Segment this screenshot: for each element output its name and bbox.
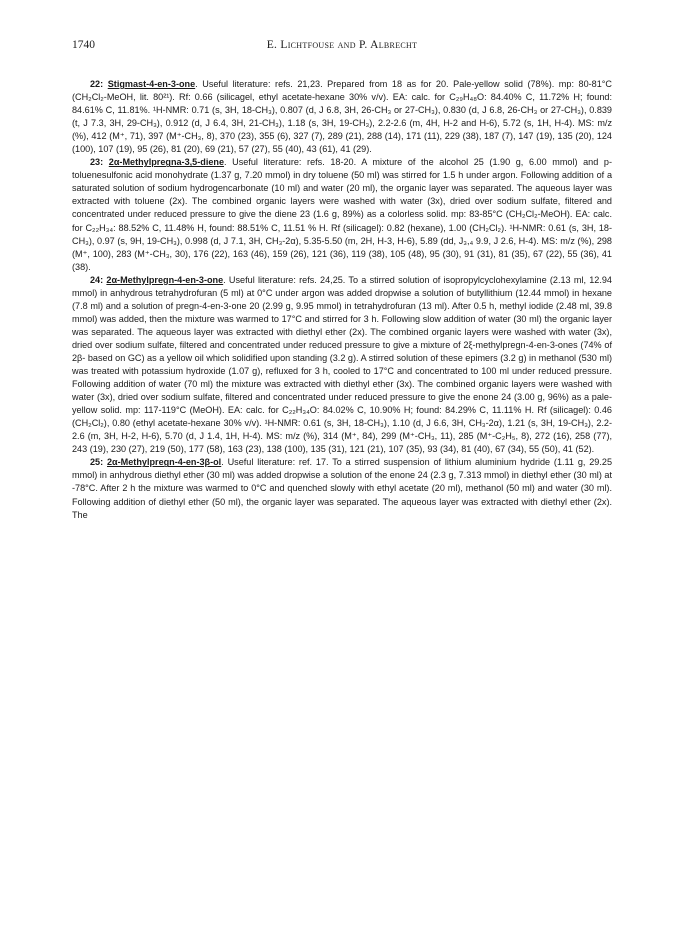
compound-entry-24 <box>72 274 612 457</box>
page-header <box>72 39 612 55</box>
entry-text: . Useful literature: ref. 17. To a stirred suspension of lithium aluminium hydride (1.11 g, 29.25 mmol) in anhydrous diethyl ether (30 ml) was added dropwise a solution of the enone 24 (2.3 g, 7.313 mmol) in diethyl ether (30 ml) at -78°C. After 2 h the mixture was warmed to 0°C and quenched slowly with ethyl acetate (20 ml), methanol (50 ml) and water (30 ml). Following addition of diethyl ether (50 ml), the organic layer was separated. The aqueous layer was extracted with diethyl ether (2x). The <box>72 457 612 520</box>
compound-name: Stigmast-4-en-3-one <box>107 79 196 89</box>
compound-number: 24: <box>90 274 104 285</box>
entry-text: . Useful literature: refs. 21,23. Prepared from 18 as for 20. Pale-yellow solid (78%). mp: 80-81°C (CH₂Cl₂-MeOH, lit. 80²¹). Rf: 0.66 (silicagel, ethyl acetate-hexane 30% v/v). EA: calc. for C₂₉H₄₈O: 84.40% C, 11.72% H; found: 84.61% C, 11.81%. ¹H-NMR: 0.71 (s, 3H, 18-CH₃), 0.807 (d, J 6.8, 3H, 26-CH₃ or 27-CH₃), 0.830 (d, J 6.8, 26-CH₃ or 27-CH₃), 0.839 (t, J 7.3, 3H, 29-CH₃), 0.912 (d, J 6.4, 3H, 21-CH₃), 1.18 (s, 3H, 19-CH₃), 2.2-2.6 (m, 4H, H-2 and H-6), 5.72 (s, 1H, H-4). MS: m/z (%), 412 (M⁺, 71), 397 (M⁺-CH₃, 8), 370 (23), 355 (6), 327 (7), 289 (21), 288 (14), 171 (11), 229 (38), 187 (7), 147 (19), 135 (20), 124 (100), 107 (19), 95 (26), 81 (20), 69 (21), 57 (27), 55 (40), 43 (61), 41 (29). <box>72 79 612 155</box>
compound-name: 2α-Methylpregna-3,5-diene <box>108 157 225 168</box>
compound-entry-25 <box>72 456 612 521</box>
compound-entry-22 <box>72 78 612 156</box>
compound-entry-23 <box>72 156 612 273</box>
entry-text: . Useful literature: refs. 24,25. To a stirred solution of isopropylcyclohexylamine (2.13 ml, 12.94 mmol) in anhydrous tetrahydrofuran (5 ml) at 0°C under argon was added dropwise a solution of butyllithium (12.44 mmol) in hexane (7.8 ml) and a solution of pregn-4-en-3-one 20 (2.99 g, 9.95 mmol) in tetrahydrofuran (13 ml). After 0.5 h, methyl iodide (2.48 ml, 39.8 mmol) was added, then the mixture was warmed to 17°C and stirred for 3 h. Following slow addition of water (30 ml) the organic layer was separated. The aqueous layer was extracted with diethyl ether (2x). The combined organic layers were washed with water (3x), dried over sodium sulfate, filtered and concentrated under reduced pressure to give a mixture of 2ξ-methylpregn-4-en-3-ones (74% of 2β- based on GC) as a yellow oil which solidified upon standing (3.2 g). A stirred solution of these epimers (3.2 g) in methanol (530 ml) was treated with potassium hydroxide (1.07 g), refluxed for 3 h, cooled to 17°C and concentrated to 100 ml under reduced pressure. Following addition of water (70 ml) the mixture was extracted with diethyl ether (3x). The combined organic layers were washed with water (3x), dried over sodium sulfate, filtered and concentrated under reduced pressure to give the enone 24 (3.00 g, 96%) as a pale-yellow solid. mp: 117-119°C (MeOH). EA: calc. for C₂₂H₃₄O: 84.02% C, 10.90% H; found: 84.29% C, 11.11% H. Rf (silicagel): 0.46 (CH₂Cl₂), 0.80 (ethyl acetate-hexane 30% v/v). ¹H-NMR: 0.61 (s, 3H, 18-CH₃), 1.10 (d, J 6.6, 3H, CH₃-2α), 1.21 (s, 3H, 19-CH₃), 2.2-2.6 (m, 3H, H-2, H-6), 5.70 (d, J 1.4, 1H, H-4). MS: m/z (%), 314 (M⁺, 84), 299 (M⁺-CH₃, 11), 285 (M⁺-C₂H₅, 8), 272 (16), 258 (77), 243 (19), 230 (27), 219 (50), 177 (58), 163 (23), 138 (100), 135 (31), 121 (21), 107 (35), 93 (34), 81 (40), 67 (34), 55 (50), 41 (52). <box>72 274 612 455</box>
entry-text: . Useful literature: refs. 18-20. A mixture of the alcohol 25 (1.90 g, 6.00 mmol) and p-toluenesulfonic acid monohydrate (1.37 g, 7.20 mmol) in dry toluene (50 ml) was stirred for 1.5 h under argon. Following addition of a saturated solution of sodium hydrogencarbonate (10 ml) and water (20 ml), the organic layer was separated. The aqueous layer was extracted with toluene (2x). The combined organic layers were washed with water (3x), dried over sodium sulfate, filtered and concentrated under reduced pressure to give the diene 23 (1.6 g, 89%) as a colorless solid. mp: 83-85°C (CH₂Cl₂-MeOH). EA: calc. for C₂₂H₃₄: 88.52% C, 11.48% H, found: 88.51% C, 11.51 % H. Rf (silicagel): 0.82 (hexane), 1.00 (CH₂Cl₂). ¹H-NMR: 0.61 (s, 3H, 18-CH₃), 0.97 (s, 9H, 19-CH₃), 0.998 (d, J 7.1, 3H, CH₃-2α), 5.35-5.50 (m, 2H, H-3, H-6), 5.89 (dd, J₃,₄ 9.9, J 2.6, H-4). MS: m/z (%), 298 (M⁺, 100), 283 (M⁺-CH₃, 30), 176 (22), 163 (46), 159 (26), 121 (36), 119 (38), 105 (48), 95 (30), 91 (31), 81 (35), 67 (22), 55 (36), 41 (38). <box>72 157 612 272</box>
experimental-text <box>72 78 612 522</box>
compound-name: 2α-Methylpregn-4-en-3-one <box>106 274 224 285</box>
compound-number: 22: <box>90 79 104 89</box>
compound-name: 2α-Methylpregn-4-en-3β-ol <box>107 457 222 468</box>
compound-number: 25: <box>90 457 104 468</box>
page-number: 1740 <box>72 39 95 51</box>
running-head: E. Lichtfouse and P. Albrecht <box>266 39 418 51</box>
compound-number: 23: <box>90 157 104 168</box>
